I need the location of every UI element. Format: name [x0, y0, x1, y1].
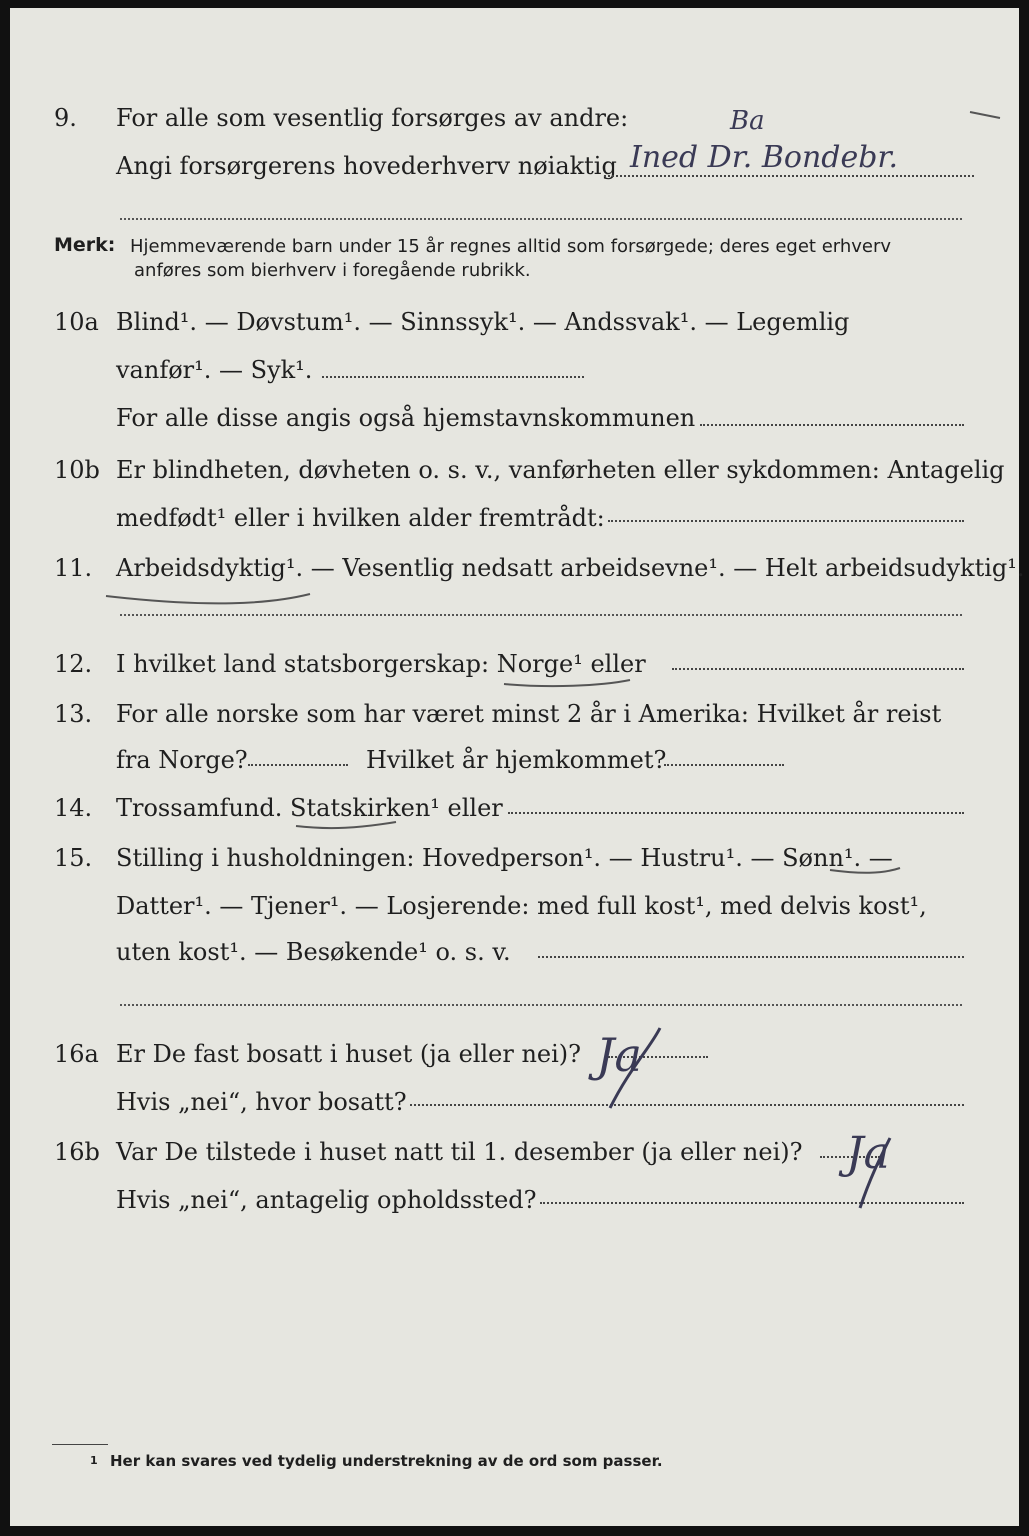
q15-line1: Stilling i husholdningen: Hovedperson¹. — Hustru¹. — Sønn¹. —	[116, 844, 893, 872]
q15-line3: uten kost¹. — Besøkende¹ o. s. v.	[116, 938, 511, 966]
merk-line1: Hjemmeværende barn under 15 år regnes alltid som forsørgede; deres eget erhverv	[130, 236, 892, 257]
footnote-text: Her kan svares ved tydelig understrekning av de ord som passer.	[110, 1452, 663, 1470]
q9-line1: For alle som vesentlig forsørges av andre:	[116, 104, 629, 132]
q13-line1: For alle norske som har været minst 2 år i Amerika: Hvilket år reist	[116, 700, 942, 728]
q13-line2b: Hvilket år hjemkommet?	[366, 746, 667, 774]
q16a-line2: Hvis „nei“, hvor bosatt?	[116, 1088, 407, 1116]
q16a-line1: Er De fast bosatt i huset (ja eller nei)?	[116, 1040, 582, 1068]
q10a-line1: Blind¹. — Døvstum¹. — Sinnssyk¹. — Andssvak¹. — Legemlig	[116, 308, 850, 336]
q9-handwritten-answer-1: Ba	[730, 106, 765, 136]
q16b-number: 16b	[54, 1138, 100, 1166]
q13-line2a: fra Norge?	[116, 746, 248, 774]
q10b-number: 10b	[54, 456, 100, 484]
q11-line1: Arbeidsdyktig¹. — Vesentlig nedsatt arbeidsevne¹. — Helt arbeidsudyktig¹.	[116, 554, 1025, 582]
q14-line1: Trossamfund. Statskirken¹ eller	[116, 794, 503, 822]
q16b-line2: Hvis „nei“, antagelig opholdssted?	[116, 1186, 537, 1214]
q16b-handwritten-answer: Ja	[846, 1128, 890, 1179]
q12-number: 12.	[54, 650, 93, 678]
q10a-line2: vanfør¹. — Syk¹.	[116, 356, 313, 384]
census-form-page	[10, 8, 1025, 1526]
q16a-handwritten-answer: Ja	[596, 1028, 642, 1082]
q15-line2: Datter¹. — Tjener¹. — Losjerende: med full kost¹, med delvis kost¹,	[116, 892, 927, 920]
q16a-number: 16a	[54, 1040, 99, 1068]
q12-line1: I hvilket land statsborgerskap: Norge¹ eller	[116, 650, 646, 678]
q16b-line1: Var De tilstede i huset natt til 1. desember (ja eller nei)?	[116, 1138, 803, 1166]
q10b-line2: medfødt¹ eller i hvilken alder fremtrådt:	[116, 504, 605, 532]
q11-number: 11.	[54, 554, 93, 582]
q13-number: 13.	[54, 700, 93, 728]
q9-line2: Angi forsørgerens hovederhverv nøiaktig	[116, 152, 617, 180]
q14-number: 14.	[54, 794, 93, 822]
footnote-mark: 1	[90, 1454, 98, 1467]
q10b-line1: Er blindheten, døvheten o. s. v., vanførheten eller sykdommen: Antagelig	[116, 456, 1005, 484]
merk-label: Merk:	[54, 234, 116, 256]
q15-number: 15.	[54, 844, 93, 872]
pencil-marks	[10, 8, 1019, 1526]
q10a-number: 10a	[54, 308, 99, 336]
merk-line2: anføres som bierhverv i foregående rubrikk.	[134, 260, 531, 281]
q9-handwritten-answer-2: Ined Dr. Bondebr.	[630, 140, 899, 175]
q10a-line3: For alle disse angis også hjemstavnskommunen	[116, 404, 696, 432]
q9-number: 9.	[54, 104, 77, 132]
